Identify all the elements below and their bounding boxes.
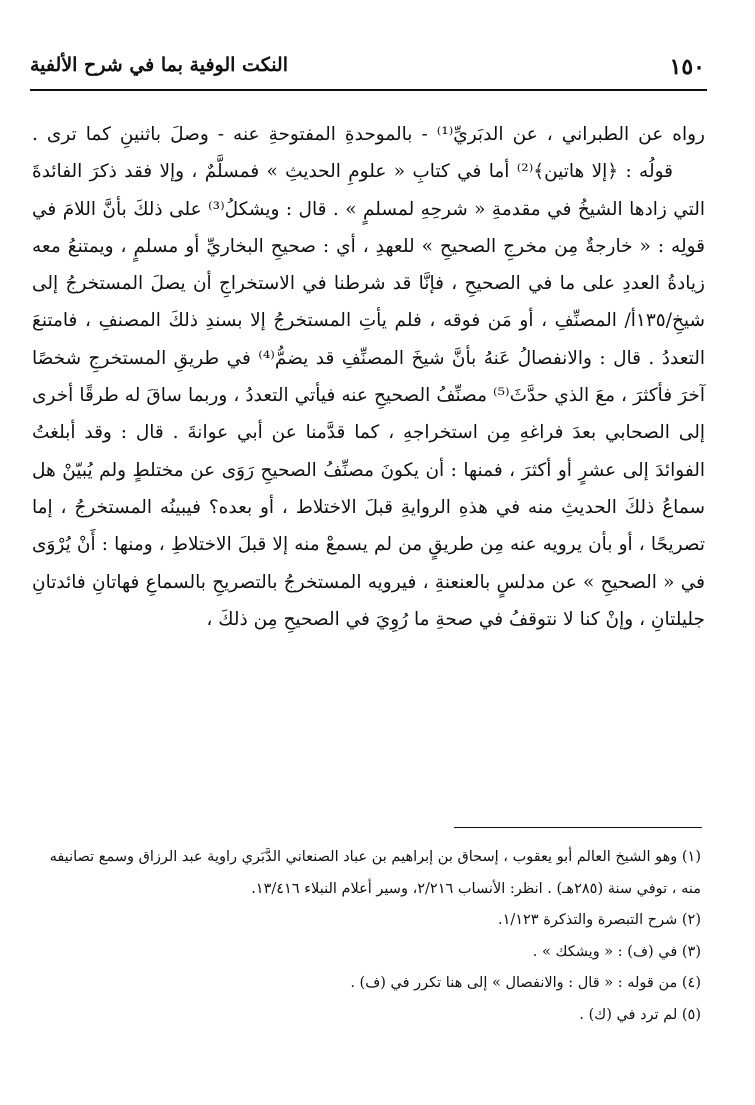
- paragraph: رواه عن الطبراني ، عن الدبَريِّ⁽¹⁾ - بالموحدةِ المفتوحةِ عنه - وصلَ باثنينِ كما ترى .: [32, 124, 705, 145]
- footnote: (١) وهو الشيخ العالم أبو يعقوب ، إسحاق بن إبراهيم بن عباد الصنعاني الدَّبَري راوية عبد الرزاق وسمع تصانيفه منه ، توفي سنة (٢٨٥هـ) . انظر: الأنساب ٢/٢١٦، وسير أعلام النبلاء ١٣/٤١٦.: [49, 849, 701, 897]
- main-text: [32, 116, 705, 638]
- footnotes: [30, 842, 701, 1031]
- footnote: (٢) شرح التبصرة والتذكرة ١/١٢٣.: [497, 912, 701, 928]
- footnote-separator: [454, 827, 702, 828]
- footnote: (٥) لم ترد في (ك) .: [579, 1006, 701, 1023]
- page-header: [30, 44, 705, 88]
- footnote: (٣) في (ف) : « ويشكك » .: [532, 943, 701, 960]
- page-number: ١٥٠: [669, 54, 705, 80]
- footnote: (٤) من قوله : « قال : والانفصال » إلى هنا تكرر في (ف) .: [350, 975, 701, 991]
- header-rule: [30, 89, 707, 91]
- running-title: النكت الوفية بما في شرح الألفية: [30, 54, 288, 76]
- paragraph: قولُه : ﴿إلا هاتين﴾⁽²⁾ أما في كتابِ « علومِ الحديثِ » فمسلَّمٌ ، وإلا فقد ذكرَ الفائدةَ التي زادها الشيخُ في مقدمةِ « شرحِهِ لمسلمٍ » . قال : ويشكلُ⁽³⁾ على ذلكَ بأنَّ اللامَ في قولِه : « خارجةٌ مِن مخرجِ الصحيحِ » للعهدِ ، أي : صحيحِ البخاريِّ أو مسلمٍ ، ويمتنعُ معه زيادةُ العددِ على ما في الصحيحِ ، فإنَّا قد شرطنا في الاستخراجِ أن يصلَ المستخرجُ إلى شيخِ/١٣٥أ/ المصنِّفِ ، أو مَن فوقه ، فلم يأتِ المستخرجُ إلا بسندِ ذلكَ المصنفِ ، فامتنعَ التعددُ . قال : والانفصالُ عَنهُ بأنَّ شيخَ المصنِّفِ قد يضمُّ⁽⁴⁾ في طريقِ المستخرجِ شخصًا آخرَ فأكثرَ ، معَ الذي حدَّثَ⁽⁵⁾ مصنِّفُ الصحيحِ عنه فيأتي التعددُ ، وربما ساقَ له طرقًا أخرى إلى الصحابي بعدَ فراغهِ مِن استخراجهِ ، كما قدَّمنا عن أبي عوانةَ . قال : وقد أبلغتُ الفوائدَ إلى عشرٍ أو أكثرَ ، فمنها : أن يكونَ مصنِّفُ الصحيحِ رَوَى عن مختلطٍ ولم يُبيّنْ هل سماعُ ذلكَ الحديثِ منه في هذهِ الروايةِ قبلَ الاختلاط ، أو بعده؟ فيبينُه المستخرجُ ، إما تصريحًا ، أو بأن يرويه عنه مِن طريقٍ من لم يسمعْ منه إلا قبلَ الاختلاطِ ، ومنها : أَنْ يُرْوَى في « الصحيحِ » عن مدلسٍ بالعنعنةِ ، فيرويه المستخرجُ بالتصريحِ بالسماعِ فهاتانِ فائدتانِ جليلتانِ ، وإنْ كنا لا نتوقفُ في صحةِ ما رُوِيَ في الصحيحِ مِن ذلكَ ،: [32, 161, 706, 630]
